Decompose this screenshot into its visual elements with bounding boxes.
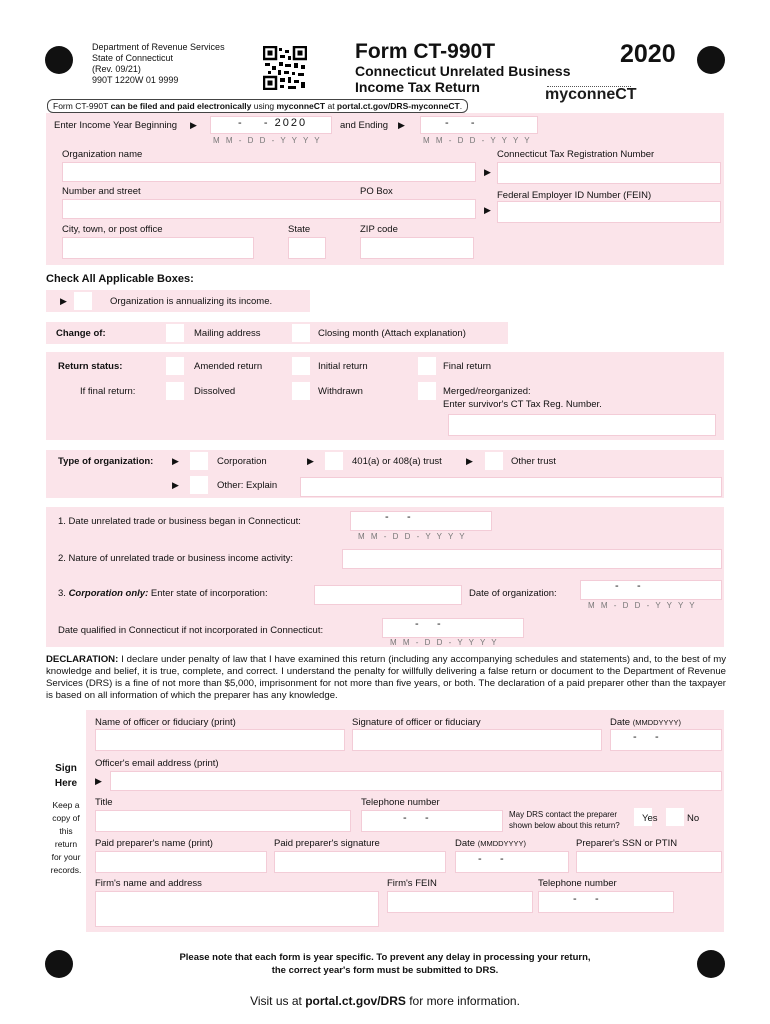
- arrow-icon: ▶: [172, 480, 179, 490]
- keep-line: for your: [51, 852, 81, 862]
- amended-checkbox[interactable]: [166, 357, 184, 375]
- dept-line: State of Connecticut: [92, 53, 174, 63]
- state-label: State: [288, 224, 311, 235]
- efile-url: portal.ct.gov/DRS-myconneCT: [336, 101, 460, 111]
- initial-label: Initial return: [318, 361, 368, 372]
- other-explain-label: Other: Explain: [217, 480, 278, 491]
- firm-fein-input[interactable]: [387, 891, 533, 913]
- trust401-checkbox[interactable]: [325, 452, 343, 470]
- corporation-label: Corporation: [217, 456, 267, 467]
- date-org-input[interactable]: [580, 580, 722, 600]
- efile-end: .: [459, 101, 463, 111]
- date-word: Date: [610, 717, 631, 728]
- fein-input[interactable]: [497, 201, 721, 223]
- officer-date-dashes: - -: [633, 731, 659, 743]
- final-label: Final return: [443, 361, 492, 372]
- state-input[interactable]: [288, 237, 326, 259]
- arrow-icon: ▶: [172, 456, 179, 466]
- other-trust-checkbox[interactable]: [485, 452, 503, 470]
- sign-label: Sign: [55, 763, 77, 774]
- logo-text: myconneCT: [545, 86, 637, 103]
- arrow-icon: ▶: [307, 456, 314, 466]
- line3-num: 3.: [58, 588, 69, 599]
- initial-checkbox[interactable]: [292, 357, 310, 375]
- dissolved-label: Dissolved: [194, 386, 236, 397]
- officer-date-input[interactable]: [610, 729, 722, 751]
- firm-fein-label: Firm's FEIN: [387, 878, 437, 889]
- here-label: Here: [54, 778, 78, 789]
- amended-label: Amended return: [194, 361, 263, 372]
- prep-date-format: (MMDDYYYY): [477, 839, 527, 848]
- firm-name-input[interactable]: [95, 891, 379, 927]
- line1-label: 1. Date unrelated trade or business began in Connecticut:: [58, 516, 301, 527]
- year-begin-hint: M M - D D - Y Y Y Y: [213, 136, 322, 145]
- officer-date-label: [610, 717, 681, 728]
- telephone-label: Telephone number: [361, 797, 440, 808]
- dept-line: Department of Revenue Services: [92, 42, 225, 52]
- preparer-date-input[interactable]: [455, 851, 569, 873]
- telephone-input[interactable]: [361, 810, 503, 832]
- withdrawn-checkbox[interactable]: [292, 382, 310, 400]
- efile-bold: can be filed and paid electronically: [108, 101, 252, 111]
- ssn-ptin-label: Preparer's SSN or PTIN: [576, 838, 678, 849]
- date-qual-input[interactable]: [382, 618, 524, 638]
- preparer-date-dashes: - -: [478, 853, 504, 865]
- if-final-label: If final return:: [80, 386, 136, 397]
- firm-telephone-dashes: - -: [573, 893, 599, 905]
- withdrawn-label: Withdrawn: [318, 386, 363, 397]
- arrow-icon: ▶: [95, 776, 102, 786]
- line1-dashes: - -: [385, 511, 411, 523]
- survivor-label: Enter survivor's CT Tax Reg. Number.: [443, 399, 602, 410]
- line3-bold: Corporation only:: [68, 588, 149, 599]
- other-explain-input[interactable]: [300, 477, 722, 497]
- ssn-ptin-input[interactable]: [576, 851, 722, 873]
- date-org-label: Date of organization:: [469, 588, 557, 599]
- officer-signature-label: Signature of officer or fiduciary: [352, 717, 481, 728]
- dept-line: (Rev. 09/21): [92, 64, 141, 74]
- officer-name-input[interactable]: [95, 729, 345, 751]
- date-org-hint: M M - D D - Y Y Y Y: [588, 601, 697, 610]
- registration-mark: [697, 46, 725, 74]
- year-end-value: - -: [445, 117, 477, 129]
- keep-line: Keep a: [52, 800, 80, 810]
- efile-site: myconneCT: [276, 101, 326, 111]
- myconnect-logo: [545, 82, 639, 108]
- may-contact-question: [509, 809, 620, 831]
- merged-checkbox[interactable]: [418, 382, 436, 400]
- mailing-address-checkbox[interactable]: [166, 324, 184, 342]
- arrow-icon: ▶: [398, 120, 405, 130]
- declaration-body: I declare under penalty of law that I have examined this return (including any accompanying schedules and statements) and, to the best of my knowledge and belief, it is true, complete, and correct. I understand the penalty for willfully delivering a false return or document to the Department of Revenue Services (DRS) is a fine of not more than $5,000, imprisonment for not more than five years, or both. The declaration of a paid preparer other than the taxpayer is based on all information of which the preparer has any knowledge.: [46, 654, 726, 701]
- state-incorporation-input[interactable]: [314, 585, 462, 605]
- return-status-label: Return status:: [58, 361, 123, 372]
- zip-input[interactable]: [360, 237, 474, 259]
- may-contact-line2: shown below about this return?: [509, 821, 620, 830]
- keep-line: copy of: [52, 813, 80, 823]
- street-input[interactable]: [62, 199, 476, 219]
- corporation-checkbox[interactable]: [190, 452, 208, 470]
- year-begin-label: Enter Income Year Beginning: [54, 120, 178, 131]
- preparer-signature-label: Paid preparer's signature: [274, 838, 380, 849]
- form-subtitle-line2: Income Tax Return: [355, 79, 480, 95]
- keep-line: return: [54, 839, 78, 849]
- po-box-label: PO Box: [360, 186, 393, 197]
- annualizing-checkbox[interactable]: [74, 292, 92, 310]
- visit-suffix: for more information.: [405, 994, 520, 1008]
- check-boxes-title: Check All Applicable Boxes:: [46, 273, 194, 285]
- ct-reg-input[interactable]: [497, 162, 721, 184]
- preparer-name-label: Paid preparer's name (print): [95, 838, 213, 849]
- line1-date-input[interactable]: [350, 511, 492, 531]
- year-end-hint: M M - D D - Y Y Y Y: [423, 136, 532, 145]
- zip-label: ZIP code: [360, 224, 398, 235]
- form-title: Form CT-990T: [355, 40, 496, 63]
- title-input[interactable]: [95, 810, 351, 832]
- final-checkbox[interactable]: [418, 357, 436, 375]
- arrow-icon: ▶: [484, 167, 491, 177]
- org-name-label: Organization name: [62, 149, 143, 160]
- closing-month-label: Closing month (Attach explanation): [318, 328, 466, 339]
- visit-us: [0, 994, 770, 1008]
- efile-at: at: [325, 101, 337, 111]
- declaration-text: [46, 654, 726, 702]
- keep-line: this: [59, 826, 73, 836]
- line1-hint: M M - D D - Y Y Y Y: [358, 532, 467, 541]
- org-name-input[interactable]: [62, 162, 476, 182]
- no-label: No: [687, 813, 700, 824]
- annualizing-label: Organization is annualizing its income.: [110, 296, 273, 307]
- year-end-input[interactable]: [420, 116, 538, 134]
- firm-telephone-label: Telephone number: [538, 878, 617, 889]
- efile-note: [47, 99, 468, 113]
- title-label: Title: [95, 797, 113, 808]
- declaration-head: DECLARATION:: [46, 654, 119, 665]
- ct-reg-label: Connecticut Tax Registration Number: [497, 149, 655, 160]
- other-trust-label: Other trust: [511, 456, 556, 467]
- email-input[interactable]: [110, 771, 722, 791]
- contact-no-checkbox[interactable]: [666, 808, 684, 826]
- prep-date-word: Date: [455, 838, 476, 849]
- preparer-signature-input[interactable]: [274, 851, 446, 873]
- footer-note-line2: the correct year's form must be submitted to DRS.: [271, 965, 499, 976]
- year-end-label: and Ending: [340, 120, 389, 131]
- date-qual-dashes: - -: [415, 618, 441, 630]
- preparer-name-input[interactable]: [95, 851, 267, 873]
- date-qual-label: Date qualified in Connecticut if not incorporated in Connecticut:: [58, 625, 324, 636]
- arrow-icon: ▶: [190, 120, 197, 130]
- line2-label: 2. Nature of unrelated trade or business income activity:: [58, 553, 293, 564]
- visit-url-link[interactable]: portal.ct.gov/DRS: [305, 994, 406, 1008]
- city-input[interactable]: [62, 237, 254, 259]
- officer-signature-input[interactable]: [352, 729, 602, 751]
- line3-rest: Enter state of incorporation:: [148, 588, 268, 599]
- keep-copy-note: [46, 799, 86, 877]
- line2-input[interactable]: [342, 549, 722, 569]
- change-of-label: Change of:: [56, 328, 106, 339]
- closing-month-checkbox[interactable]: [292, 324, 310, 342]
- date-qual-hint: M M - D D - Y Y Y Y: [390, 638, 499, 647]
- registration-mark: [45, 46, 73, 74]
- date-format: (MMDDYYYY): [632, 718, 682, 727]
- telephone-dashes: - -: [403, 812, 429, 824]
- street-label: Number and street: [62, 186, 141, 197]
- arrow-icon: ▶: [484, 205, 491, 215]
- arrow-icon: ▶: [60, 296, 67, 306]
- keep-line: records.: [50, 865, 82, 875]
- merged-label: Merged/reorganized:: [443, 386, 531, 397]
- year-begin-value: - - 2020: [238, 117, 308, 129]
- may-contact-line1: May DRS contact the preparer: [509, 810, 618, 819]
- footer-note-line1: Please note that each form is year specific. To prevent any delay in processing your return,: [179, 952, 591, 963]
- officer-name-label: Name of officer or fiduciary (print): [95, 717, 236, 728]
- survivor-reg-input[interactable]: [448, 414, 716, 436]
- trust401-label: 401(a) or 408(a) trust: [352, 456, 442, 467]
- line3-label: [58, 588, 268, 599]
- date-org-dashes: - -: [615, 580, 641, 592]
- firm-name-label: Firm's name and address: [95, 878, 202, 889]
- firm-telephone-input[interactable]: [538, 891, 674, 913]
- dept-info: [92, 42, 225, 86]
- preparer-date-label: [455, 838, 526, 849]
- other-explain-checkbox[interactable]: [190, 476, 208, 494]
- qr-code-icon: [263, 46, 307, 90]
- efile-mid: using: [251, 101, 277, 111]
- type-of-org-label: Type of organization:: [58, 456, 154, 467]
- visit-prefix: Visit us at: [250, 994, 306, 1008]
- dept-line: 990T 1220W 01 9999: [92, 75, 179, 85]
- fein-label: Federal Employer ID Number (FEIN): [497, 190, 652, 201]
- yes-label: Yes: [642, 813, 658, 824]
- dissolved-checkbox[interactable]: [166, 382, 184, 400]
- arrow-icon: ▶: [466, 456, 473, 466]
- form-subtitle-line1: Connecticut Unrelated Business: [355, 63, 571, 79]
- form-year: 2020: [620, 40, 676, 68]
- mailing-address-label: Mailing address: [194, 328, 261, 339]
- efile-form: Form CT-990T: [53, 101, 109, 111]
- city-label: City, town, or post office: [62, 224, 163, 235]
- email-label: Officer's email address (print): [95, 758, 219, 769]
